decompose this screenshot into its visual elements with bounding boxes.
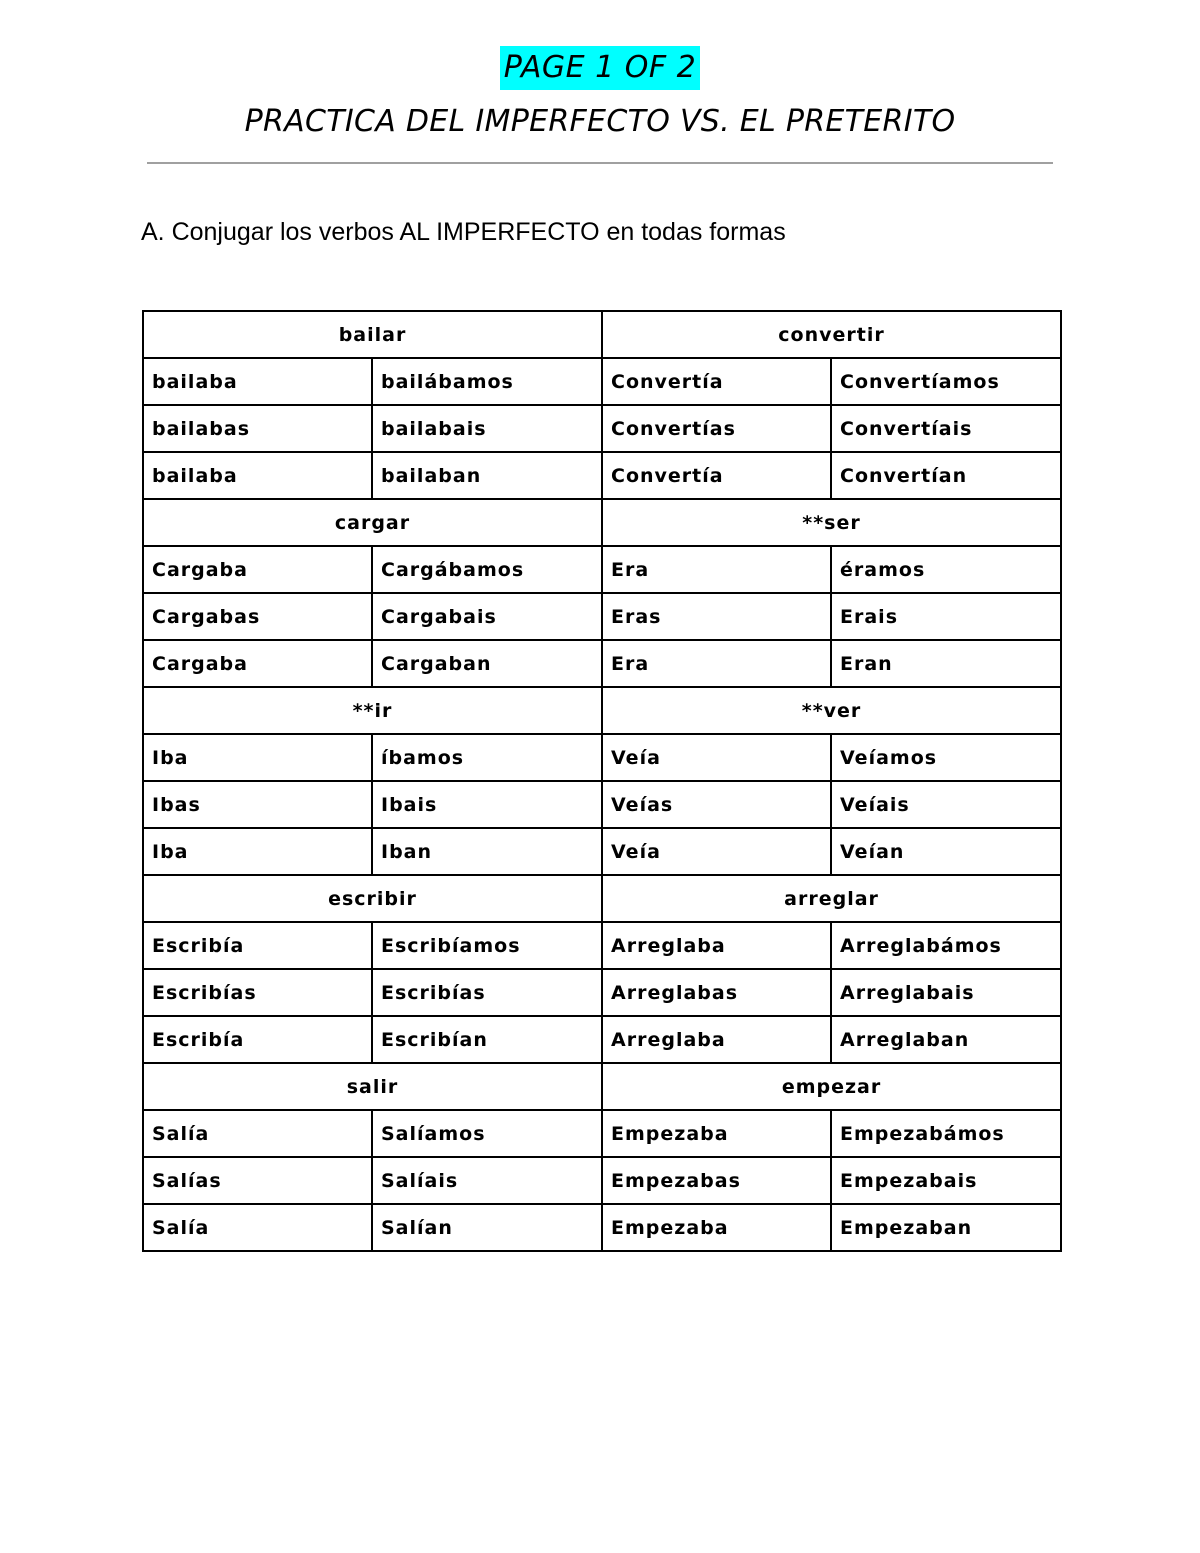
conjugation-cell: Escribía [143, 1016, 372, 1063]
conjugation-cell: Cargaba [143, 546, 372, 593]
conjugation-cell: bailábamos [372, 358, 602, 405]
conjugation-cell: bailabas [143, 405, 372, 452]
verb-header: empezar [602, 1063, 1061, 1110]
conjugation-row [143, 1204, 1061, 1251]
conjugation-cell: Cargaban [372, 640, 602, 687]
conjugation-cell: bailabais [372, 405, 602, 452]
conjugation-row [143, 969, 1061, 1016]
conjugation-cell: Veíamos [831, 734, 1061, 781]
conjugation-cell: íbamos [372, 734, 602, 781]
verb-header-row [143, 499, 1061, 546]
conjugation-row [143, 640, 1061, 687]
verb-header-row [143, 311, 1061, 358]
conjugation-cell: Era [602, 546, 831, 593]
conjugation-cell: Salíamos [372, 1110, 602, 1157]
conjugation-cell: Escribías [372, 969, 602, 1016]
conjugation-cell: Escribía [143, 922, 372, 969]
conjugation-row [143, 1110, 1061, 1157]
verb-header: **ver [602, 687, 1061, 734]
conjugation-cell: Escribías [143, 969, 372, 1016]
conjugation-cell: Empezaba [602, 1110, 831, 1157]
conjugation-row [143, 1157, 1061, 1204]
conjugation-cell: Ibas [143, 781, 372, 828]
conjugation-cell: Convertíamos [831, 358, 1061, 405]
conjugation-cell: Iba [143, 734, 372, 781]
conjugation-cell: Salías [143, 1157, 372, 1204]
page-number-wrap [0, 46, 1200, 90]
conjugation-cell: Erais [831, 593, 1061, 640]
conjugation-cell: éramos [831, 546, 1061, 593]
conjugation-cell: Convertíais [831, 405, 1061, 452]
conjugation-cell: bailaba [143, 358, 372, 405]
conjugation-cell: Cargabas [143, 593, 372, 640]
conjugation-row [143, 452, 1061, 499]
conjugation-cell: Veían [831, 828, 1061, 875]
verb-header-row [143, 687, 1061, 734]
verb-header: salir [143, 1063, 602, 1110]
conjugation-cell: Arreglaba [602, 1016, 831, 1063]
conjugation-cell: Arreglabámos [831, 922, 1061, 969]
conjugation-cell: Arreglaban [831, 1016, 1061, 1063]
conjugation-cell: Empezaban [831, 1204, 1061, 1251]
conjugation-cell: Convertían [831, 452, 1061, 499]
conjugation-cell: Iba [143, 828, 372, 875]
conjugation-cell: Salían [372, 1204, 602, 1251]
conjugation-cell: Empezaba [602, 1204, 831, 1251]
conjugation-cell: Convertía [602, 452, 831, 499]
conjugation-cell: Arreglaba [602, 922, 831, 969]
conjugation-cell: bailaba [143, 452, 372, 499]
verb-header-row [143, 1063, 1061, 1110]
conjugation-cell: Cargabais [372, 593, 602, 640]
conjugation-cell: Escribían [372, 1016, 602, 1063]
title-divider [147, 162, 1053, 164]
page-number-label: PAGE 1 OF 2 [500, 46, 700, 90]
verb-header: cargar [143, 499, 602, 546]
conjugation-cell: Arreglabais [831, 969, 1061, 1016]
conjugation-cell: Convertía [602, 358, 831, 405]
verb-header: escribir [143, 875, 602, 922]
conjugation-row [143, 734, 1061, 781]
verb-header: bailar [143, 311, 602, 358]
conjugation-table [142, 310, 1062, 1252]
verb-header: arreglar [602, 875, 1061, 922]
conjugation-row [143, 405, 1061, 452]
conjugation-row [143, 781, 1061, 828]
conjugation-row [143, 358, 1061, 405]
conjugation-cell: Salía [143, 1110, 372, 1157]
conjugation-cell: Salíais [372, 1157, 602, 1204]
conjugation-cell: Eran [831, 640, 1061, 687]
conjugation-row [143, 922, 1061, 969]
conjugation-cell: Empezabas [602, 1157, 831, 1204]
verb-header: convertir [602, 311, 1061, 358]
conjugation-cell: Veíais [831, 781, 1061, 828]
conjugation-cell: Ibais [372, 781, 602, 828]
conjugation-cell: Era [602, 640, 831, 687]
conjugation-cell: Empezabais [831, 1157, 1061, 1204]
conjugation-cell: bailaban [372, 452, 602, 499]
conjugation-cell: Veía [602, 734, 831, 781]
conjugation-cell: Empezabámos [831, 1110, 1061, 1157]
conjugation-row [143, 593, 1061, 640]
conjugation-cell: Arreglabas [602, 969, 831, 1016]
conjugation-cell: Salía [143, 1204, 372, 1251]
page-title: PRACTICA DEL IMPERFECTO VS. EL PRETERITO [244, 104, 956, 139]
conjugation-cell: Eras [602, 593, 831, 640]
section-heading: A. Conjugar los verbos AL IMPERFECTO en todas formas [141, 218, 786, 246]
conjugation-cell: Veías [602, 781, 831, 828]
conjugation-cell: Cargaba [143, 640, 372, 687]
conjugation-cell: Iban [372, 828, 602, 875]
conjugation-cell: Escribíamos [372, 922, 602, 969]
verb-header: **ir [143, 687, 602, 734]
conjugation-row [143, 546, 1061, 593]
conjugation-row [143, 828, 1061, 875]
conjugation-cell: Veía [602, 828, 831, 875]
conjugation-cell: Convertías [602, 405, 831, 452]
verb-header: **ser [602, 499, 1061, 546]
verb-header-row [143, 875, 1061, 922]
conjugation-row [143, 1016, 1061, 1063]
conjugation-cell: Cargábamos [372, 546, 602, 593]
